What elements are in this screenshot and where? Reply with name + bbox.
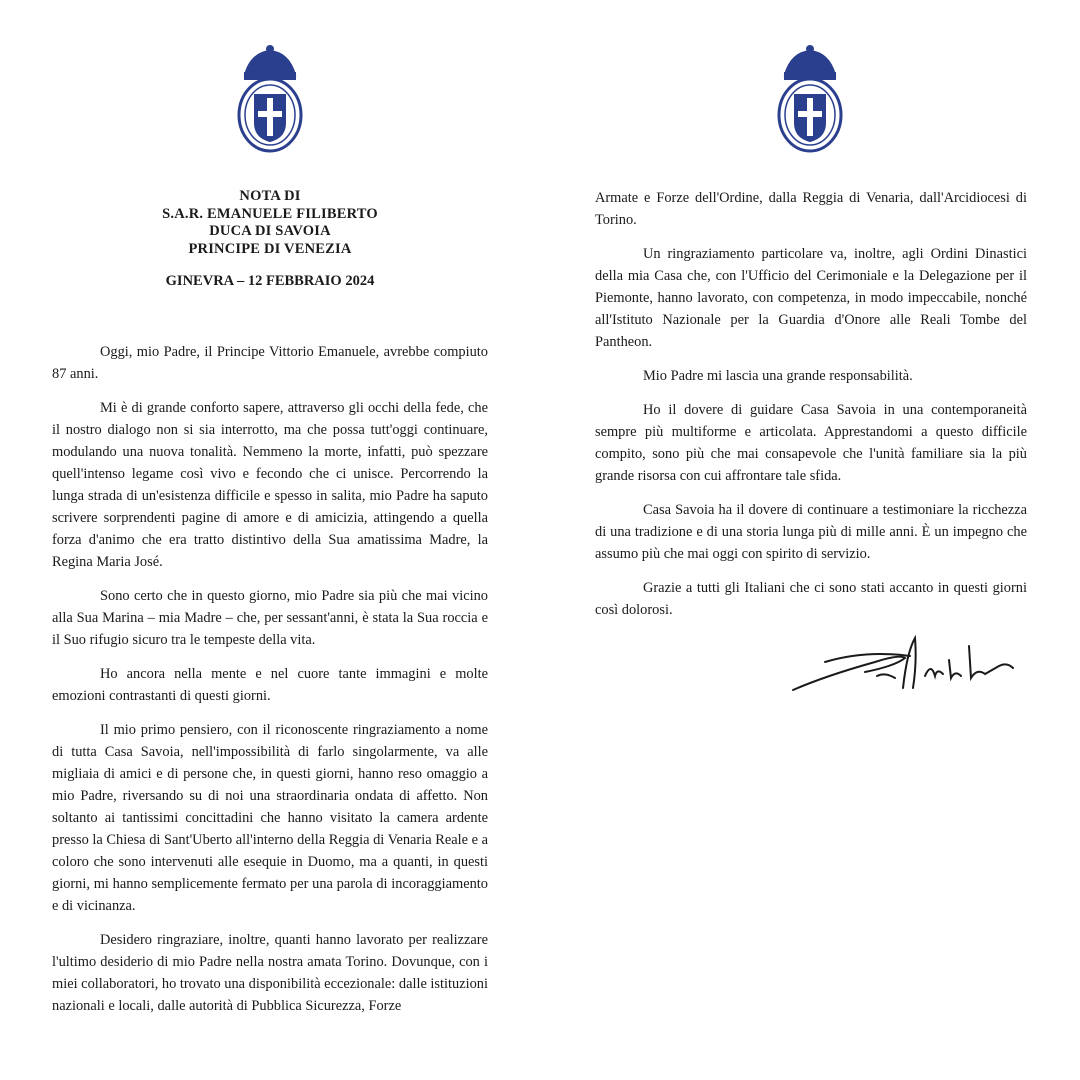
paragraph: Casa Savoia ha il dovere di continuare a testimoniare la ricchezza di una tradizione e di una storia lunga più di mille anni. È un impegno che assumo più che mai oggi con spirito di servizio. (595, 502, 1027, 562)
dateline: GINEVRA – 12 FEBBRAIO 2024 (165, 273, 375, 289)
letter-header (80, 188, 460, 258)
paragraph: Grazie a tutti gli Italiani che ci sono stati accanto in questi giorni così dolorosi. (595, 580, 1027, 618)
paragraph: Il mio primo pensiero, con il riconoscente ringraziamento a nome di tutta Casa Savoia, nell'impossibilità di farlo singolarmente, va alle migliaia di amici e di persone che, in questi giorni, hanno reso omaggio a mio Padre, riversando su di noi una straordinaria ondata di affetto. Non soltanto ai tantissimi concittadini che hanno visitato la camera ardente presso la Chiesa di Sant'Uberto all'interno della Reggia di Venaria Reale e a coloro che sono intervenuti alle esequie in Duomo, ma a quanti, in questi giorni, mi hanno semplicemente fermato per una parola di incoraggiamento e di vicinanza. (52, 722, 488, 914)
savoy-crest-icon (773, 45, 847, 155)
letter-body-page-1 (52, 341, 488, 1029)
savoy-crest-icon (233, 45, 307, 155)
paragraph: Desidero ringraziare, inoltre, quanti hanno lavorato per realizzare l'ultimo desiderio di mio Padre nella nostra amata Torino. Dovunque, con i miei collaboratori, ho trovato una disponibilità eccezionale: dalle istituzioni nazionali e locali, dalle autorità di Pubblica Sicurezza, Forze (52, 932, 488, 1014)
header-line-3: DUCA DI SAVOIA (209, 223, 331, 239)
paragraph: Armate e Forze dell'Ordine, dalla Reggia di Venaria, dall'Arcidiocesi di Torino. (595, 190, 1027, 228)
header-line-1: NOTA DI (239, 188, 301, 204)
paragraph: Oggi, mio Padre, il Principe Vittorio Emanuele, avrebbe compiuto 87 anni. (52, 344, 488, 382)
signature-icon (785, 632, 1020, 694)
paragraph: Ho il dovere di guidare Casa Savoia in una contemporaneità sempre più multiforme e articolata. Apprestandomi a questo difficile compito, sono più che mai consapevole che l'unità familiare sia la più grande risorsa con cui affrontare tale sfida. (595, 402, 1027, 484)
paragraph: Ho ancora nella mente e nel cuore tante immagini e molte emozioni contrastanti di questi giorni. (52, 666, 488, 704)
letter-body-page-2 (595, 187, 1027, 633)
paragraph: Mio Padre mi lascia una grande responsabilità. (643, 368, 913, 384)
header-line-2: S.A.R. EMANUELE FILIBERTO (162, 205, 378, 222)
paragraph: Sono certo che in questo giorno, mio Padre sia più che mai vicino alla Sua Marina – mia Madre – che, per sessant'anni, è stata la Sua roccia e il Suo rifugio sicuro tra le tempeste della vita. (52, 588, 488, 648)
header-line-4: PRINCIPE DI VENEZIA (188, 240, 352, 257)
paragraph: Un ringraziamento particolare va, inoltre, agli Ordini Dinastici della mia Casa che, con l'Ufficio del Cerimoniale e la Delegazione per il Piemonte, hanno lavorato, con competenza, in modo impeccabile, nonché all'Istituto Nazionale per la Guardia d'Onore alle Reali Tombe del Pantheon. (595, 246, 1027, 350)
letter-page-2 (540, 0, 1080, 1080)
paragraph: Mi è di grande conforto sapere, attraverso gli occhi della fede, che il nostro dialogo non si sia interrotto, ma che possa tutt'oggi continuare, modulando una nuova tonalità. Nemmeno la morte, infatti, può spezzare quell'intenso legame così vivo e fecondo che ci unisce. Percorrendo la lunga strada di un'esistenza difficile e spesso in salita, mio Padre ha saputo scrivere sorprendenti pagine di amore e di amicizia, attingendo a quella forza d'animo che era tratto distintivo della Sua amatissima Madre, la Regina Maria José. (52, 400, 488, 570)
